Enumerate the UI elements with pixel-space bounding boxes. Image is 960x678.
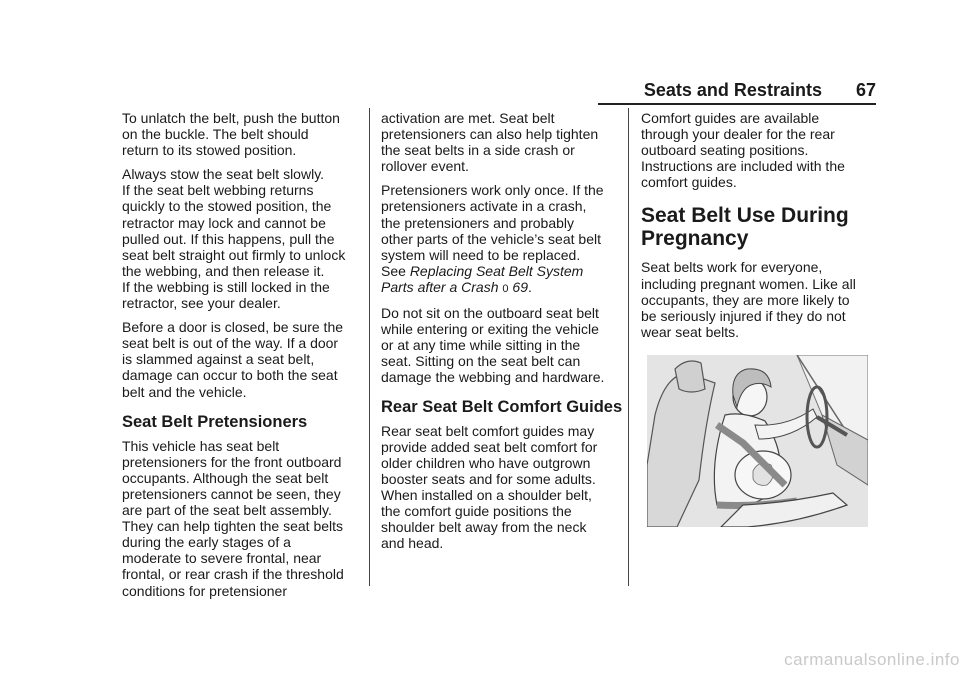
text-line: When installed on a shoulder belt, (381, 486, 592, 503)
text-line: wear seat belts. (641, 323, 740, 340)
text-line: is slammed against a seat belt, (122, 351, 315, 368)
text-line: are part of the seat belt assembly. (122, 502, 332, 519)
page-reference[interactable]: 69 (512, 278, 528, 295)
text-line: while entering or exiting the vehicle (381, 321, 599, 338)
text-line: through your dealer for the rear (641, 126, 835, 143)
text-line: be seriously injured if they do not (641, 307, 846, 324)
illustration-svg (647, 355, 868, 527)
text-line: rollover event. (381, 158, 469, 175)
text-line: occupants. Although the seat belt (122, 469, 329, 486)
paragraph-door (122, 319, 362, 399)
text-line: during the early stages of a (122, 534, 291, 551)
text-line: comfort guides. (641, 174, 737, 191)
heading-comfort-guides: Rear Seat Belt Comfort Guides (381, 397, 623, 416)
text-line: or at any time while sitting in the (381, 337, 581, 354)
paragraph-activation (381, 110, 621, 174)
text-line: pretensioners can also help tighten (381, 126, 599, 143)
text-line: system will need to be replaced. (381, 246, 581, 263)
cross-reference-link-cont[interactable]: Parts after a Crash (381, 278, 499, 295)
paragraph-work-once (381, 182, 621, 297)
text-line: belt and the vehicle. (122, 383, 247, 400)
text-line: booster seats and for some adults. (381, 470, 596, 487)
text-line: Rear seat belt comfort guides may (381, 422, 595, 439)
column-divider-2 (628, 108, 629, 586)
text-line: the comfort guide positions the (381, 503, 572, 520)
paragraph-stow (122, 166, 362, 311)
text-line: activation are met. Seat belt (381, 110, 555, 126)
text-line: older children who have outgrown (381, 454, 591, 471)
header-rule (598, 103, 876, 105)
text-line: shoulder belt away from the neck (381, 519, 587, 536)
text-line: To unlatch the belt, push the button (122, 110, 340, 126)
text-line: pretensioners cannot be seen, they (122, 485, 341, 502)
text-line: provide added seat belt comfort for (381, 438, 598, 455)
text-line: damage the webbing and hardware. (381, 369, 605, 386)
text-line: If the webbing is still locked in the (122, 278, 330, 295)
see-label: See (381, 262, 406, 279)
paragraph-pretensioners (122, 438, 362, 599)
text-line: frontal, or rear crash if the threshold (122, 566, 344, 583)
text-line: Instructions are included with the (641, 158, 845, 175)
section-title: Seats and Restraints (643, 80, 822, 100)
text-line: Pretensioners work only once. If the (381, 182, 604, 199)
paragraph-available (641, 110, 881, 190)
text-line: Do not sit on the outboard seat belt (381, 305, 599, 322)
column-divider-1 (369, 108, 370, 586)
text-line: Always stow the seat belt slowly. (122, 166, 325, 183)
text-line (381, 279, 621, 297)
pregnant-woman-seatbelt-illustration (647, 355, 868, 527)
text-line: Before a door is closed, be sure the (122, 319, 344, 336)
text-line: Comfort guides are available (641, 110, 820, 126)
column-1 (122, 110, 362, 607)
text-line: occupants, they are more likely to (641, 291, 850, 308)
paragraph-do-not-sit (381, 305, 621, 385)
page-header (600, 80, 876, 102)
text-line: the pretensioners and probably (381, 214, 575, 231)
text-line: seat. Sitting on the seat belt can (381, 353, 581, 370)
page-ref-arrow-icon: 0 (502, 282, 509, 295)
page-number: 67 (855, 80, 876, 100)
paragraph-unlatch (122, 110, 362, 158)
heading-pregnancy (641, 204, 881, 250)
text-line: other parts of the vehicle’s seat belt (381, 230, 601, 247)
watermark: carmanualsonline.info (784, 650, 960, 669)
text-line: damage can occur to both the seat (122, 367, 338, 384)
text-line: If the seat belt webbing returns (122, 182, 314, 199)
text-line: the seat belts in a side crash or (381, 142, 575, 159)
text-line (381, 263, 621, 279)
text-line: This vehicle has seat belt (122, 437, 280, 454)
text-line: pulled out. If this happens, pull the (122, 230, 335, 247)
heading-line: Seat Belt Use During (641, 204, 849, 228)
period: . (527, 278, 532, 295)
text-line: retractor may lock and cannot be (122, 214, 326, 231)
text-line: pretensioners for the front outboard (122, 453, 342, 470)
text-line: retractor, see your dealer. (122, 295, 281, 312)
heading-line: Pregnancy (641, 227, 749, 251)
text-line: moderate to severe frontal, near (122, 550, 322, 567)
text-line: They can help tighten the seat belts (122, 518, 344, 535)
text-line: conditions for pretensioner (122, 582, 287, 599)
text-line: Seat belts work for everyone, (641, 259, 823, 276)
text-line: on the buckle. The belt should (122, 126, 309, 143)
text-line: pretensioners activate in a crash, (381, 198, 587, 215)
text-line: quickly to the stowed position, the (122, 198, 332, 215)
column-3 (641, 110, 881, 348)
text-line: seat belt straight out firmly to unlock (122, 246, 346, 263)
column-2 (381, 110, 621, 559)
text-line: including pregnant women. Like all (641, 275, 856, 292)
text-line: the webbing, and then release it. (122, 262, 325, 279)
text-line: seat belt is out of the way. If a door (122, 335, 339, 352)
paragraph-pregnancy (641, 259, 881, 339)
paragraph-comfort-guides (381, 423, 621, 552)
text-line: and head. (381, 535, 444, 552)
text-line: return to its stowed position. (122, 142, 297, 159)
cross-reference-link[interactable]: Replacing Seat Belt System (409, 262, 584, 279)
heading-pretensioners: Seat Belt Pretensioners (122, 412, 308, 431)
text-line: outboard seating positions. (641, 142, 809, 159)
